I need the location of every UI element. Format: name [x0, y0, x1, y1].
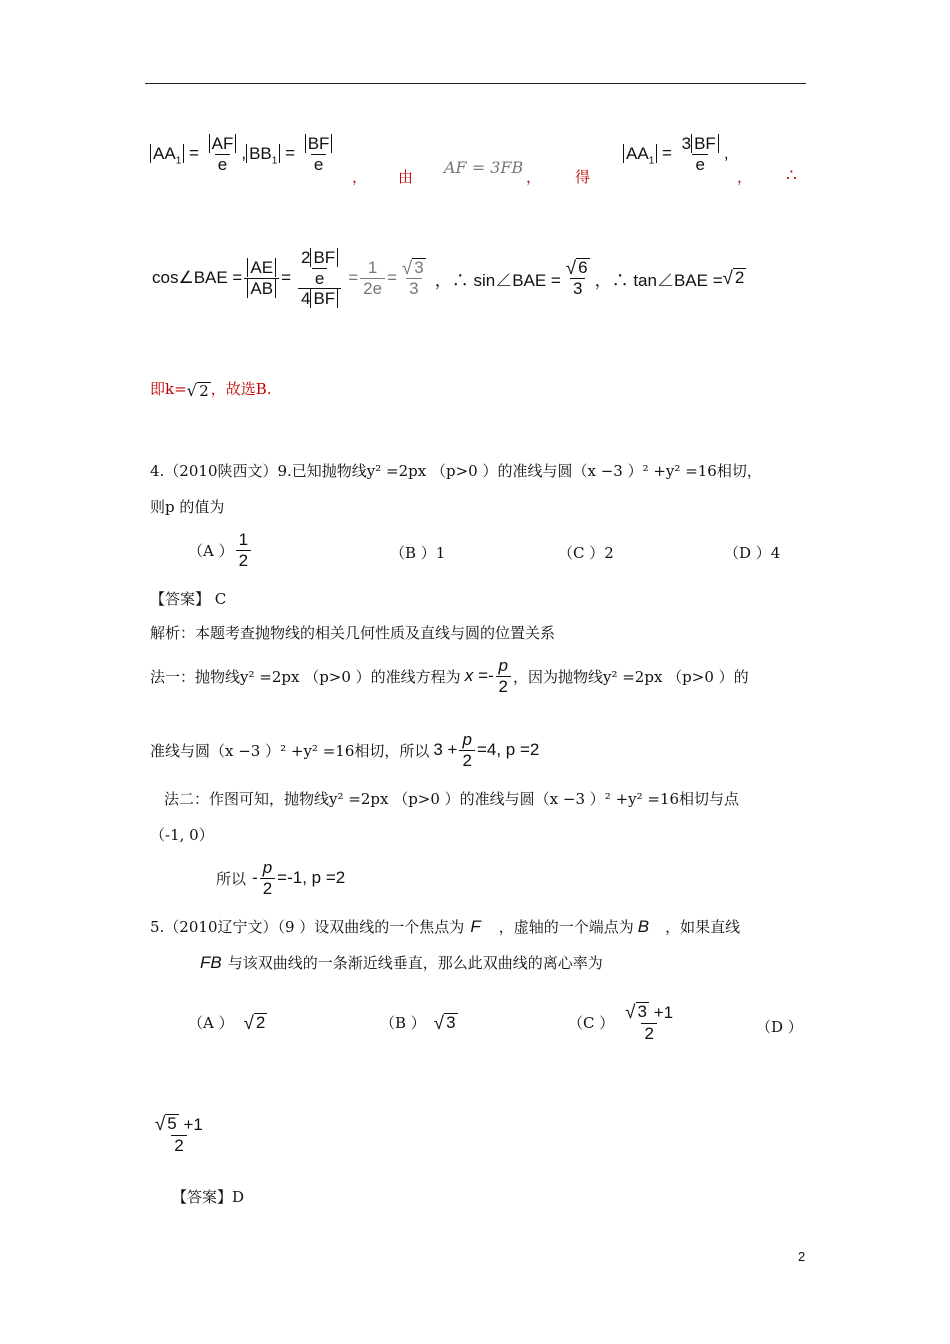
page-number: 2: [798, 1249, 806, 1264]
formula-line-1: $AA_1$ = $\frac{AF}{e}$ , $BB_1$ = $\frac{BF}{e}$: [150, 134, 337, 174]
q5-option-c: （C ） √ 3 +1 2: [568, 1000, 674, 1043]
q5-answer: 【答案】D: [172, 1188, 245, 1206]
frac-complex: $\frac{\frac{2 BF}{e}}{4 BF}$: [293, 248, 346, 309]
sqrt-2: √ 2: [722, 267, 745, 289]
q4-method1-line2: 准线与圆（x −3 ）² +y² =16相切，所以 3 + $\frac{p}{2}$ =4, p =2: [150, 730, 540, 770]
header-rule: [145, 83, 806, 84]
frac-af-e: $\frac{AF}{e}$: [206, 134, 240, 174]
q4-method2-line3: 所以 - $\frac{p}{2}$ =-1, p =2: [216, 858, 346, 898]
frac-1-2e: $\frac{1}{2e}$: [360, 258, 385, 298]
q4-analysis: 解析：本题考查抛物线的相关几何性质及直线与圆的位置关系: [150, 624, 556, 642]
comma-red-3: ，: [737, 168, 753, 186]
q4-option-d: （D ）4: [724, 544, 781, 562]
q5-option-b: （B ） √ 3: [380, 1012, 456, 1034]
q4-answer: 【答案】 C: [150, 590, 227, 608]
vector-equation: AF = 3FB: [444, 158, 524, 177]
comma-red-1: ，: [352, 168, 368, 186]
formula-line-2: cos∠BAE = $\frac{AE}{AB}$ = $\frac{\frac{2 BF}{e}}{4 BF}$ = $\frac{1}{2e}$ = √ 3 3 ，∴ sin∠BAE = √ 6 3 ，∴ tan∠BAE = √ 2: [152, 248, 745, 309]
q4-option-a: （A ） $\frac{1}{2}$: [188, 530, 253, 570]
text-you: 由: [398, 168, 414, 186]
frac-sqrt6-3: √ 6 3: [565, 256, 588, 299]
frac-sqrt3-3: √ 3 3: [402, 256, 424, 299]
frac-ae-ab: $\frac{AE}{AB}$: [244, 258, 279, 298]
q5-stem-line1: 5.（2010辽宁文）（9 ）设双曲线的一个焦点为 F ，虚轴的一个端点为 B ，如果直线: [150, 917, 741, 936]
q4-option-c: （C ）2: [558, 544, 614, 562]
q4-method2-line1: 法二：作图可知，抛物线y² =2px （p>0 ）的准线与圆（x −3 ）² +y² =16相切与点: [164, 790, 740, 808]
abs-aa1: $AA_1$: [150, 144, 184, 163]
q5-stem-line2: FB 与该双曲线的一条渐近线垂直，那么此双曲线的离心率为: [200, 953, 603, 972]
q5-option-d-label: （D ）: [756, 1018, 803, 1036]
comma-red-2: ，: [526, 168, 542, 186]
frac-bf-e: $\frac{BF}{e}$: [302, 134, 336, 174]
q5-option-d-value: √ 5 +1 2: [155, 1112, 203, 1155]
text-de: 得: [575, 168, 591, 186]
q4-stem-line1: 4.（2010陕西文）9.已知抛物线y² =2px （p>0 ）的准线与圆（x −3 ）² +y² =16相切，: [150, 462, 762, 480]
q4-method1-line1: 法一：抛物线y² =2px （p>0 ）的准线方程为 x =- $\frac{p}{2}$ ，因为抛物线y² =2px （p>0 ）的: [150, 656, 749, 696]
conclusion-line: 即k= √ 2 ，故选B.: [150, 380, 272, 400]
q4-method2-line2: （-1, 0）: [150, 826, 214, 844]
q5-option-a: （A ） √ 2: [188, 1012, 266, 1034]
abs-bb1: $BB_1$: [246, 144, 280, 163]
q4-option-b: （B ）1: [390, 544, 446, 562]
formula-aa1-3bf: $AA_1$ = $\frac{3 BF}{e}$ ,: [623, 134, 729, 174]
q4-stem-line2: 则p 的值为: [150, 498, 225, 516]
therefore-symbol: ∴: [786, 166, 797, 186]
